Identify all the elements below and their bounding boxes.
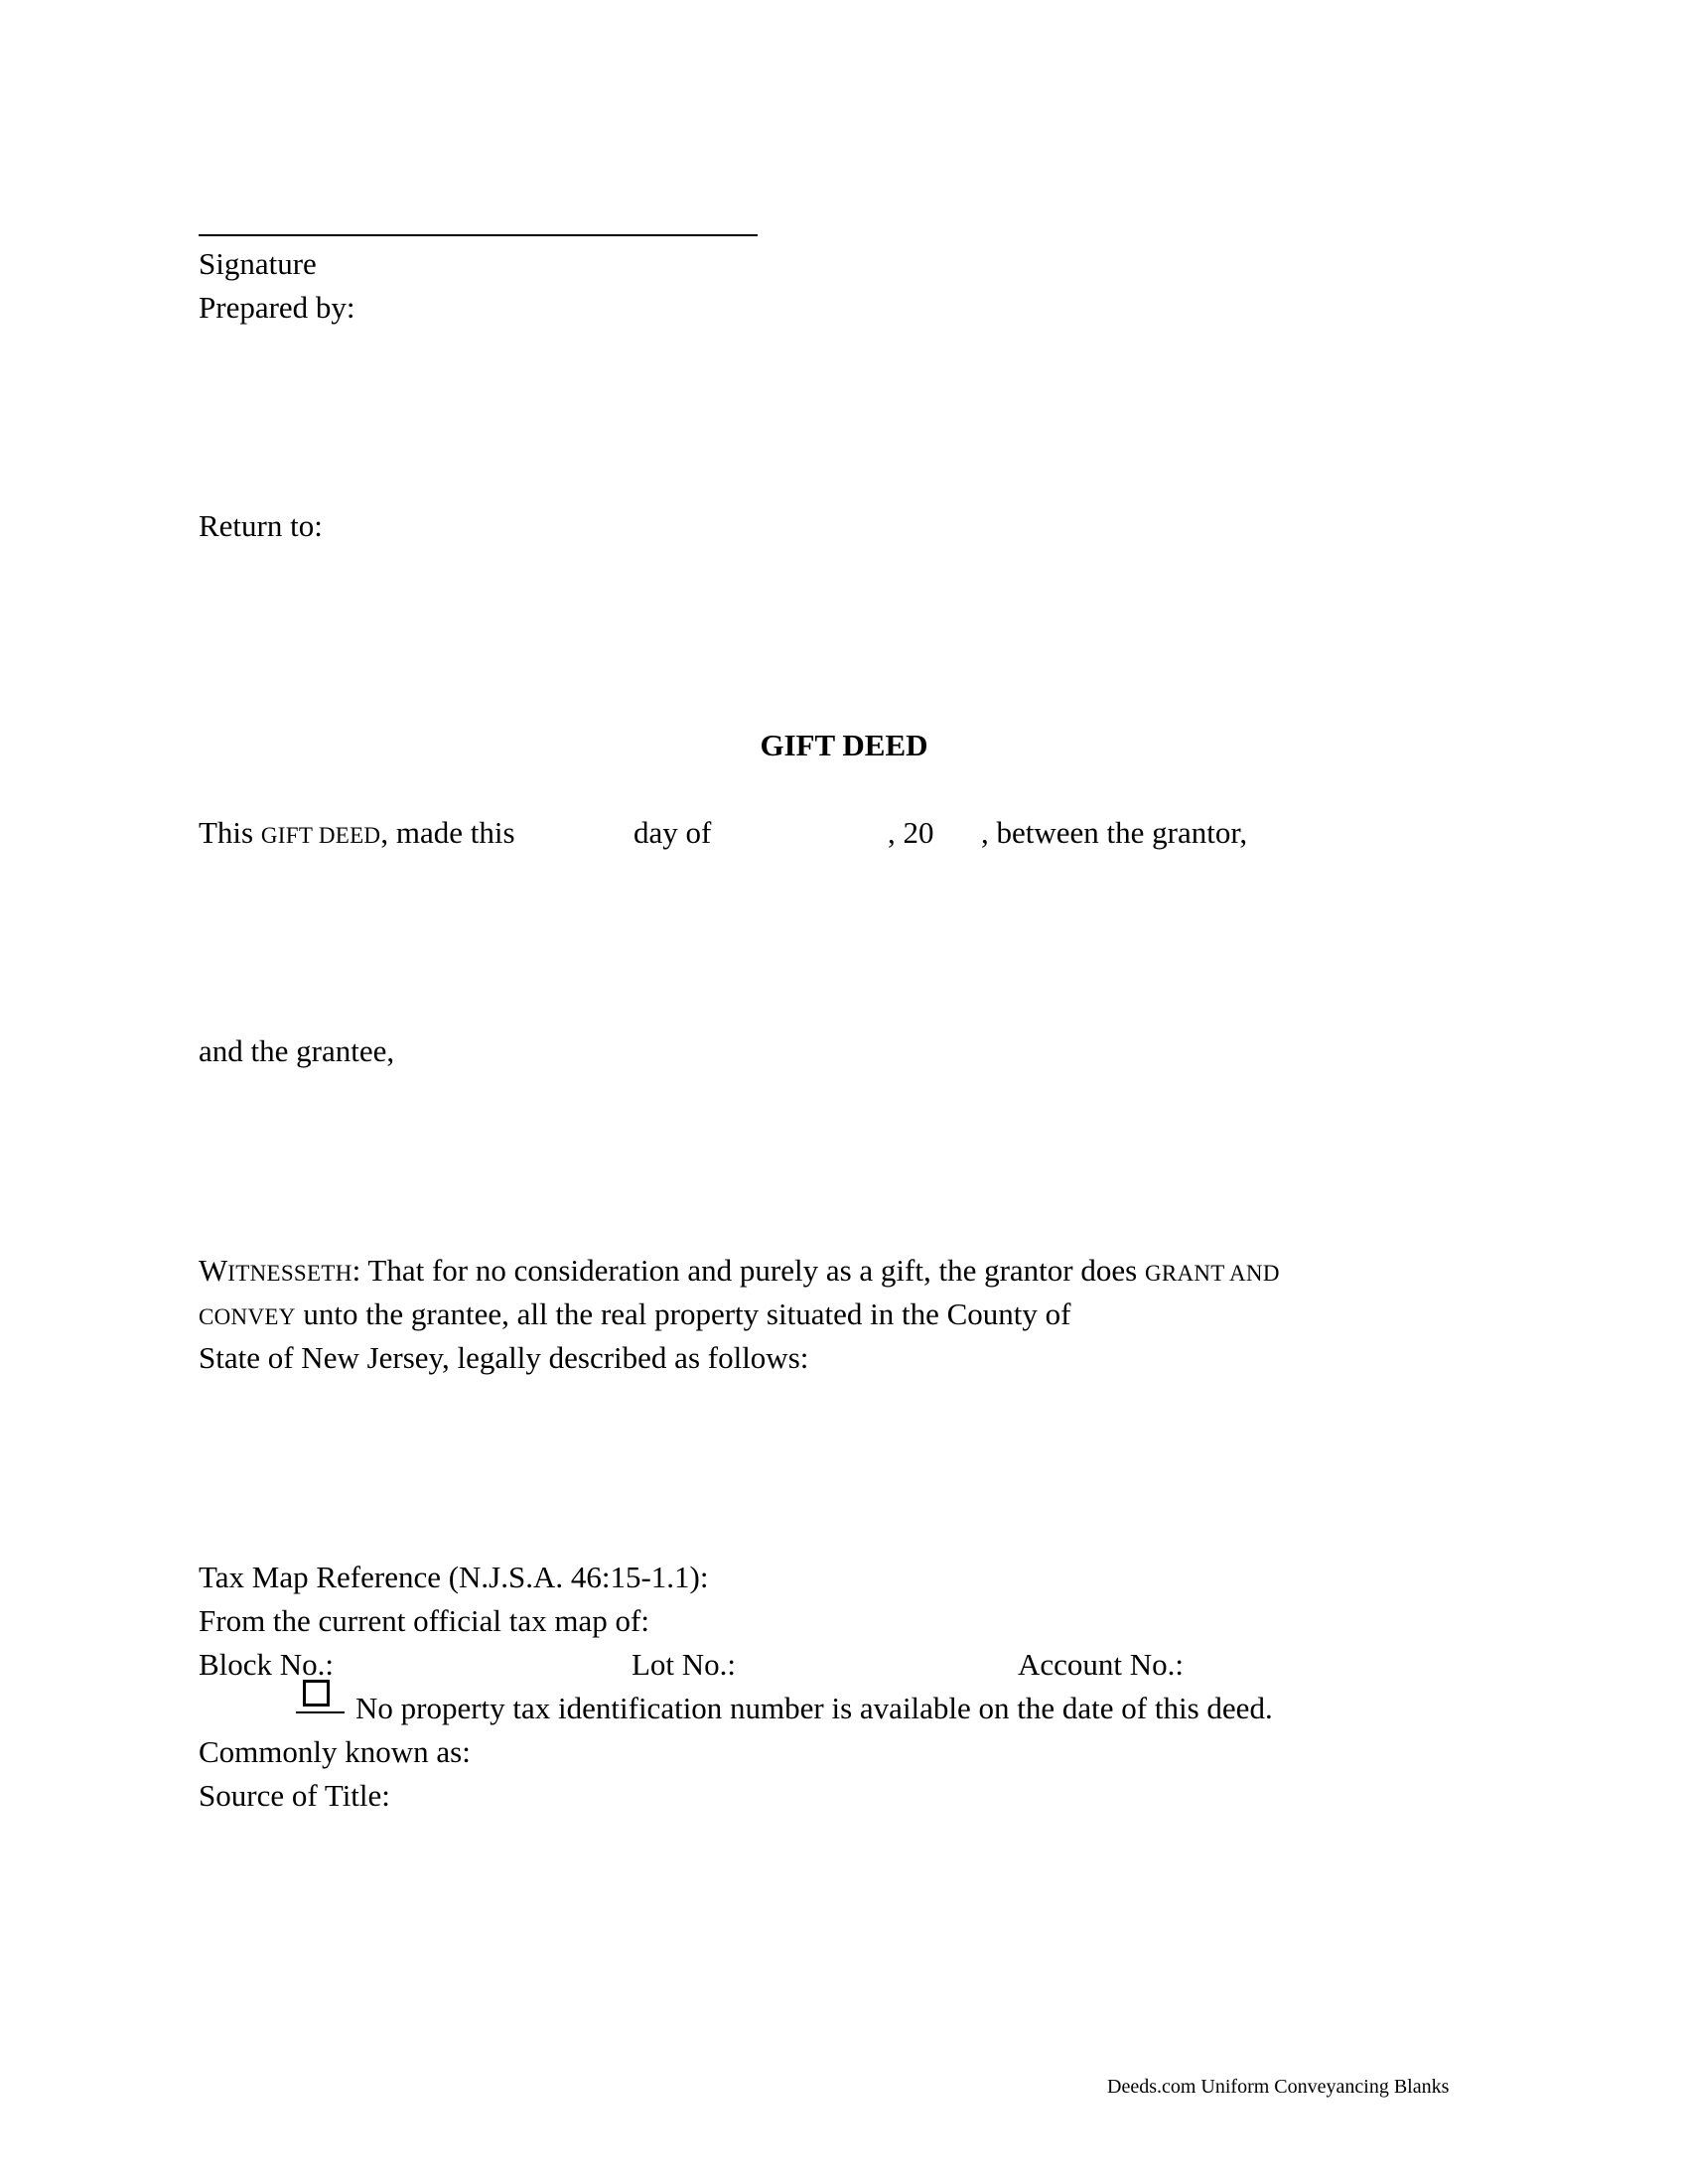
- witnesseth-line-3: State of New Jersey, legally described as follows:: [199, 1340, 809, 1375]
- opening-line: [199, 817, 515, 848]
- tax-map-reference-label: Tax Map Reference (N.J.S.A. 46:15-1.1):: [199, 1560, 709, 1594]
- opening-year: , 20: [888, 815, 934, 850]
- no-tax-id-text: No property tax identification number is available on the date of this deed.: [355, 1691, 1273, 1725]
- no-tax-id-checkbox[interactable]: [303, 1680, 330, 1706]
- account-no-label: Account No.:: [1018, 1647, 1185, 1682]
- convey-smallcaps: CONVEY: [199, 1304, 296, 1329]
- signature-label: Signature: [199, 246, 317, 281]
- opening-gift-deed: GIFT DEED: [260, 823, 381, 848]
- commonly-known-label: Commonly known as:: [199, 1734, 471, 1769]
- title-text: GIFT DEED: [760, 728, 928, 762]
- opening-between-grantor: , between the grantor,: [981, 815, 1248, 850]
- lot-no-label: Lot No.:: [632, 1647, 737, 1682]
- source-of-title-label: Source of Title:: [199, 1778, 390, 1813]
- document-title: [0, 730, 1688, 760]
- witnesseth-text-1: : That for no consideration and purely as a gift, the grantor does: [352, 1253, 1145, 1288]
- checkbox-underline: [296, 1711, 345, 1713]
- opening-day-of: day of: [633, 815, 712, 850]
- opening-made-this: , made this: [380, 815, 515, 850]
- witnesseth-line-1: [199, 1255, 1280, 1286]
- prepared-by-label: Prepared by:: [199, 290, 355, 325]
- grant-and-smallcaps: GRANT AND: [1144, 1261, 1280, 1286]
- official-tax-map-label: From the current official tax map of:: [199, 1603, 649, 1638]
- witnesseth-text-2: unto the grantee, all the real property situated in the County of: [295, 1297, 1071, 1331]
- witnesseth-smallcaps: ITNESSETH: [227, 1261, 352, 1286]
- footer-text: Deeds.com Uniform Conveyancing Blanks: [1107, 2076, 1450, 2098]
- return-to-label: Return to:: [199, 508, 323, 543]
- block-no-label: Block No.:: [199, 1647, 335, 1682]
- opening-this: This: [199, 815, 261, 850]
- witnesseth-line-2: [199, 1298, 1070, 1329]
- signature-line[interactable]: [199, 234, 758, 236]
- grantee-label: and the grantee,: [199, 1033, 395, 1068]
- witnesseth-w: W: [199, 1253, 228, 1288]
